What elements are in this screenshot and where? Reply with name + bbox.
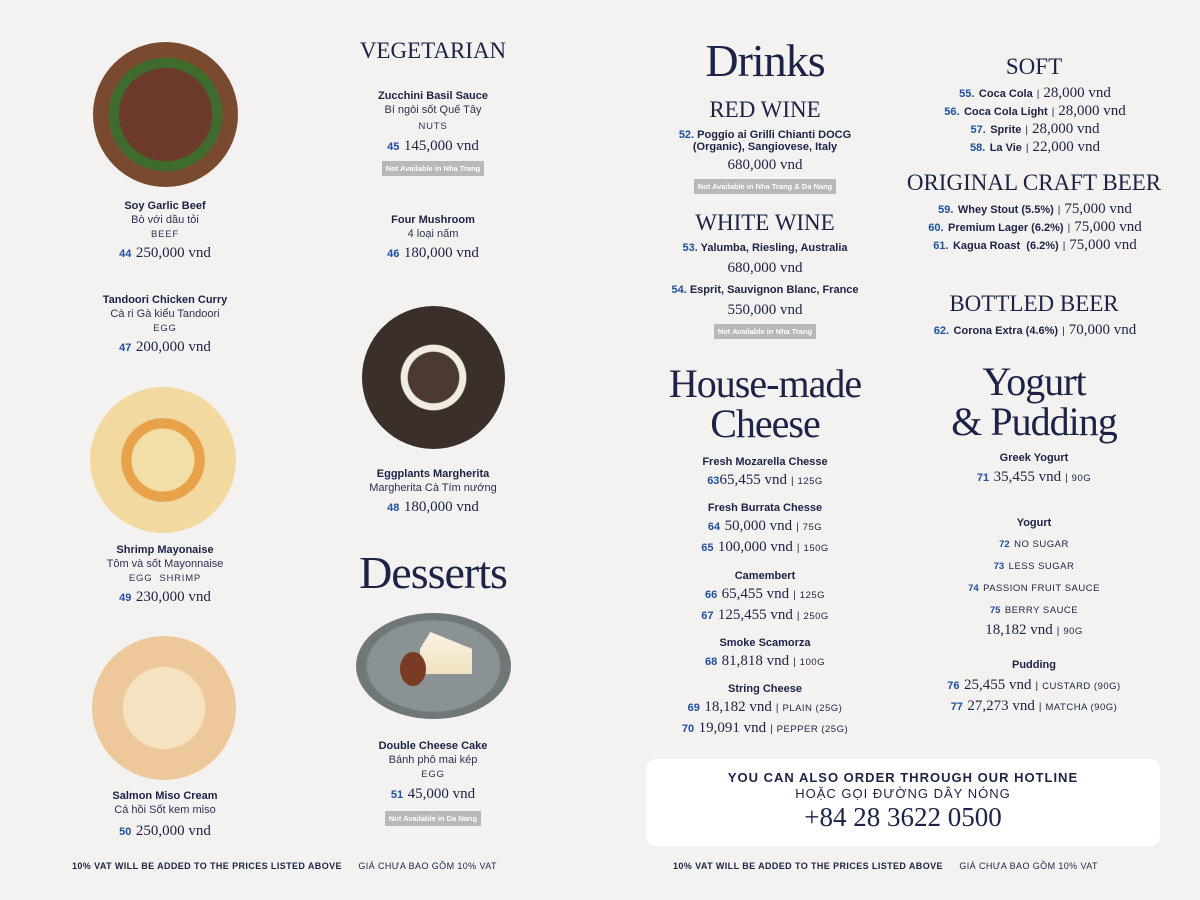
- item-unit: 125G: [799, 590, 826, 601]
- item-name-line2: (Organic), Sangiovese, Italy: [692, 141, 838, 153]
- menu-item-53: [645, 242, 885, 277]
- cheese-group-mozarella: Fresh Mozarella Chesse 6365,455 vnd | 125G: [665, 456, 865, 489]
- item-price: 70,000 vnd: [1068, 322, 1137, 338]
- cheese-group-camembert: Camembert 66 65,455 vnd | 125G 67 125,455 vnd | 250G: [665, 570, 865, 624]
- item-tag: NUTS: [418, 121, 448, 132]
- item-price: 45,000 vnd: [407, 786, 476, 802]
- craft-beer-list: [900, 200, 1170, 254]
- item-name: La Vie: [989, 142, 1022, 154]
- item-price: 19,091 vnd: [698, 720, 767, 736]
- menu-item-47: [85, 294, 245, 356]
- menu-item-46: [353, 214, 513, 262]
- menu-item-57: 57. Sprite | 28,000 vnd: [970, 121, 1100, 137]
- hotline-heading-vn: HOẶC GỌI ĐƯỜNG DÂY NÓNG: [795, 786, 1011, 801]
- item-number: 56.: [944, 106, 960, 118]
- item-price: 28,000 vnd: [1032, 121, 1100, 137]
- item-name: Whey Stout (5.5%): [957, 204, 1054, 216]
- item-price: 28,000 vnd: [1043, 85, 1111, 101]
- item-number: 59.: [938, 204, 954, 216]
- item-subtitle: Cà ri Gà kiểu Tandoori: [110, 308, 220, 320]
- item-tag: BEEF: [150, 229, 179, 240]
- item-name: Fresh Mozarella Chesse: [702, 456, 828, 468]
- vat-text: 10% VAT WILL BE ADDED TO THE PRICES LISTED ABOVE: [673, 861, 943, 871]
- item-number: 66: [704, 589, 718, 601]
- item-price: 75,000 vnd: [1074, 219, 1142, 235]
- item-price: 65,455 vnd: [721, 586, 790, 602]
- white-wine-heading: WHITE WINE: [695, 210, 835, 235]
- vat-text-vn: GIÁ CHƯA BAO GỒM 10% VAT: [358, 861, 497, 871]
- item-number: 54.: [671, 284, 687, 296]
- menu-item-54: [645, 284, 885, 339]
- soft-heading: SOFT: [1005, 54, 1063, 79]
- pizza-image-eggplants: [362, 306, 505, 449]
- item-subtitle: Bánh phô mai kép: [388, 754, 478, 766]
- cheese-heading-line1: House-made: [668, 361, 862, 406]
- item-price: 550,000 vnd: [727, 302, 803, 318]
- item-name: Salmon Miso Cream: [112, 790, 218, 802]
- cheese-group-scamorza: Smoke Scamorza 68 81,818 vnd | 100G: [665, 637, 865, 670]
- caramel-sauce-image: [400, 652, 426, 686]
- item-name: Eggplants Margherita: [376, 468, 490, 480]
- item-number: 63: [707, 475, 720, 487]
- item-unit: 90G: [1063, 626, 1083, 637]
- item-unit: PLAIN (25G): [782, 703, 843, 714]
- cheese-group-string: String Cheese 69 18,182 vnd | PLAIN (25G) 70 19,091 vnd | PEPPER (25G): [655, 683, 875, 737]
- vat-text-vn: GIÁ CHƯA BAO GỒM 10% VAT: [959, 861, 1098, 871]
- item-subtitle: Margherita Cà Tím nướng: [369, 482, 497, 494]
- menu-item-60: 60. Premium Lager (6.2%) | 75,000 vnd: [928, 219, 1142, 235]
- soft-list: [900, 84, 1170, 156]
- item-price: 75,000 vnd: [1069, 237, 1137, 253]
- greek-yogurt: Greek Yogurt 71 35,455 vnd | 90G: [934, 452, 1134, 486]
- item-name: Kagua Roast (6.2%): [952, 240, 1059, 252]
- item-number: 75: [989, 605, 1001, 616]
- item-name: Zucchini Basil Sauce: [377, 90, 489, 102]
- pizza-image-shrimp-mayonaise: [90, 387, 236, 533]
- menu-item-49: [85, 544, 245, 606]
- item-price: 230,000 vnd: [135, 589, 211, 605]
- item-price: 100,000 vnd: [717, 539, 793, 555]
- availability-note: Not Available in Da Nang: [385, 811, 481, 826]
- item-price: 680,000 vnd: [727, 260, 803, 276]
- item-number: 76: [947, 680, 960, 692]
- menu-item-56: 56. Coca Cola Light | 28,000 vnd: [944, 103, 1126, 119]
- item-number: 53.: [682, 242, 698, 254]
- item-name: Soy Garlic Beef: [124, 200, 206, 212]
- item-price: 145,000 vnd: [403, 138, 479, 154]
- item-tag: EGG: [421, 769, 445, 780]
- vat-notice-right: [673, 856, 1098, 874]
- item-name: Camembert: [734, 570, 796, 582]
- item-number: 74: [968, 583, 979, 594]
- item-name: Four Mushroom: [391, 214, 475, 226]
- item-name: Pudding: [1012, 659, 1056, 671]
- item-subtitle: Bò với dầu tỏi: [131, 214, 199, 226]
- hotline-box: [646, 759, 1160, 846]
- item-number: 67: [701, 610, 714, 622]
- item-name: Yogurt: [1016, 517, 1052, 529]
- item-number: 52.: [678, 129, 695, 141]
- item-number: 60.: [928, 222, 944, 234]
- item-price: 81,818 vnd: [721, 653, 790, 669]
- item-name: Smoke Scamorza: [719, 637, 811, 649]
- item-name: Esprit, Sauvignon Blanc, France: [689, 284, 859, 296]
- option-label: PASSION FRUIT SAUCE: [983, 583, 1100, 594]
- desserts-heading: Desserts: [359, 547, 507, 598]
- item-number: 62.: [933, 325, 950, 337]
- item-number: 57.: [970, 124, 986, 136]
- item-number: 47: [119, 342, 132, 354]
- item-price: 27,273 vnd: [967, 698, 1035, 714]
- item-price: 25,455 vnd: [963, 677, 1032, 693]
- item-price: 35,455 vnd: [993, 469, 1062, 485]
- availability-note: Not Available in Nha Trang: [714, 324, 816, 339]
- yogurt-heading-line2: & Pudding: [951, 399, 1117, 444]
- drinks-heading: Drinks: [705, 35, 825, 86]
- item-price: 18,182 vnd: [704, 699, 772, 715]
- vat-text: 10% VAT WILL BE ADDED TO THE PRICES LISTED ABOVE: [72, 861, 342, 871]
- item-number: 48: [387, 502, 400, 514]
- menu-item-44: [85, 200, 245, 262]
- item-price: 250,000 vnd: [135, 823, 211, 839]
- option-label: NO SUGAR: [1014, 539, 1069, 550]
- item-name: Corona Extra (4.6%): [953, 325, 1059, 337]
- menu-item-51: [353, 740, 513, 826]
- menu-item-59: 59. Whey Stout (5.5%) | 75,000 vnd: [938, 201, 1132, 217]
- item-number: 45: [387, 141, 400, 153]
- item-price: 22,000 vnd: [1032, 139, 1101, 155]
- red-wine-heading: RED WINE: [709, 97, 821, 122]
- menu-item-50: [85, 790, 245, 840]
- menu-item-62: 62. Corona Extra (4.6%) | 70,000 vnd: [933, 322, 1137, 338]
- menu-item-61: 61. Kagua Roast (6.2%) | 75,000 vnd: [933, 237, 1137, 253]
- yogurt-group: Yogurt 72 NO SUGAR 73 LESS SUGAR 74 PASSION FRUIT SAUCE 75 BERRY SAUCE 18,182 vnd | 90G: [924, 517, 1144, 639]
- item-number: 72: [999, 539, 1010, 550]
- item-name: Premium Lager (6.2%): [948, 222, 1064, 234]
- menu-item-58: 58. La Vie | 22,000 vnd: [969, 139, 1101, 155]
- menu-item-45: [353, 90, 513, 176]
- item-name: Double Cheese Cake: [378, 740, 488, 752]
- item-number: 68: [704, 656, 718, 668]
- item-price: 28,000 vnd: [1058, 103, 1126, 119]
- item-price: 680,000 vnd: [727, 157, 803, 173]
- item-number: 55.: [959, 88, 975, 100]
- item-number: 77: [950, 701, 963, 713]
- pizza-image-soy-garlic-beef: [93, 42, 238, 187]
- item-number: 69: [687, 702, 700, 714]
- craft-beer-heading: ORIGINAL CRAFT BEER: [906, 170, 1162, 195]
- item-name: Yalumba, Riesling, Australia: [700, 242, 848, 254]
- item-tag: EGG SHRIMP: [128, 573, 202, 584]
- item-name: Coca Cola Light: [963, 106, 1048, 118]
- item-name: Sprite: [990, 124, 1022, 136]
- item-subtitle: Cá hồi Sốt kem miso: [114, 804, 216, 816]
- item-number: 61.: [933, 240, 949, 252]
- item-price: 65,455 vnd: [719, 472, 787, 488]
- cheese-heading-line2: Cheese: [710, 401, 820, 446]
- item-name: Shrimp Mayonaise: [116, 544, 214, 556]
- availability-note: Not Available in Nha Trang & Da Nang: [694, 179, 836, 194]
- vegetarian-heading: VEGETARIAN: [359, 38, 507, 63]
- item-price: 180,000 vnd: [403, 245, 479, 261]
- item-number: 44: [119, 248, 132, 260]
- item-unit: 150G: [803, 543, 829, 554]
- pudding-group: Pudding 76 25,455 vnd | CUSTARD (90G) 77 27,273 vnd | MATCHA (90G): [914, 659, 1154, 715]
- item-price: 18,182 vnd: [985, 622, 1053, 638]
- availability-note: Not Available in Nha Trang: [382, 161, 484, 176]
- item-unit: 125G: [797, 476, 823, 487]
- item-unit: 75G: [802, 522, 823, 533]
- item-number: 51: [390, 789, 404, 801]
- item-number: 46: [387, 248, 400, 260]
- item-name: String Cheese: [728, 683, 802, 695]
- item-subtitle: Bí ngòi sốt Quế Tây: [384, 104, 482, 116]
- item-price: 50,000 vnd: [724, 518, 793, 534]
- bottled-beer-heading: BOTTLED BEER: [949, 291, 1119, 316]
- item-unit: PEPPER (25G): [776, 724, 849, 735]
- menu-item-52: [655, 129, 875, 194]
- cheese-heading: [655, 361, 875, 446]
- item-name: Tandoori Chicken Curry: [102, 294, 228, 306]
- item-unit: 100G: [799, 657, 826, 668]
- item-tag: EGG: [153, 323, 177, 334]
- item-price: 125,455 vnd: [717, 607, 793, 623]
- item-subtitle: 4 loại nấm: [407, 228, 459, 240]
- menu-item-48: [343, 468, 523, 516]
- item-unit: MATCHA (90G): [1045, 702, 1118, 713]
- item-name: Fresh Burrata Chesse: [707, 502, 823, 514]
- item-unit: 250G: [803, 611, 829, 622]
- cheese-group-burrata: Fresh Burrata Chesse 64 50,000 vnd | 75G 65 100,000 vnd | 150G: [665, 502, 865, 556]
- item-price: 75,000 vnd: [1064, 201, 1132, 217]
- hotline-phone[interactable]: +84 28 3622 0500: [804, 802, 1002, 832]
- item-number: 71: [976, 472, 990, 484]
- item-number: 70: [681, 723, 695, 735]
- item-number: 65: [701, 542, 714, 554]
- item-unit: 90G: [1071, 473, 1092, 484]
- yogurt-heading-line1: Yogurt: [982, 359, 1086, 404]
- item-name: Poggio ai Grilli Chianti DOCG: [697, 129, 852, 141]
- item-number: 58.: [969, 142, 986, 154]
- pizza-image-salmon-miso: [92, 636, 236, 780]
- menu-item-55: 55. Coca Cola | 28,000 vnd: [959, 85, 1111, 101]
- item-number: 73: [993, 561, 1005, 572]
- yogurt-heading: [924, 359, 1144, 444]
- item-price: 180,000 vnd: [403, 499, 479, 515]
- hotline-heading: YOU CAN ALSO ORDER THROUGH OUR HOTLINE: [727, 770, 1079, 785]
- item-name: Greek Yogurt: [999, 452, 1069, 464]
- option-label: LESS SUGAR: [1008, 561, 1075, 572]
- item-unit: CUSTARD (90G): [1042, 681, 1121, 692]
- item-price: 200,000 vnd: [135, 339, 211, 355]
- vat-notice-left: [72, 856, 497, 874]
- item-subtitle: Tôm và sốt Mayonnaise: [106, 558, 224, 570]
- item-price: 250,000 vnd: [135, 245, 211, 261]
- item-name: Coca Cola: [978, 88, 1033, 100]
- item-number: 64: [707, 521, 721, 533]
- item-number: 50: [119, 826, 132, 838]
- option-label: BERRY SAUCE: [1004, 605, 1079, 616]
- item-number: 49: [119, 592, 132, 604]
